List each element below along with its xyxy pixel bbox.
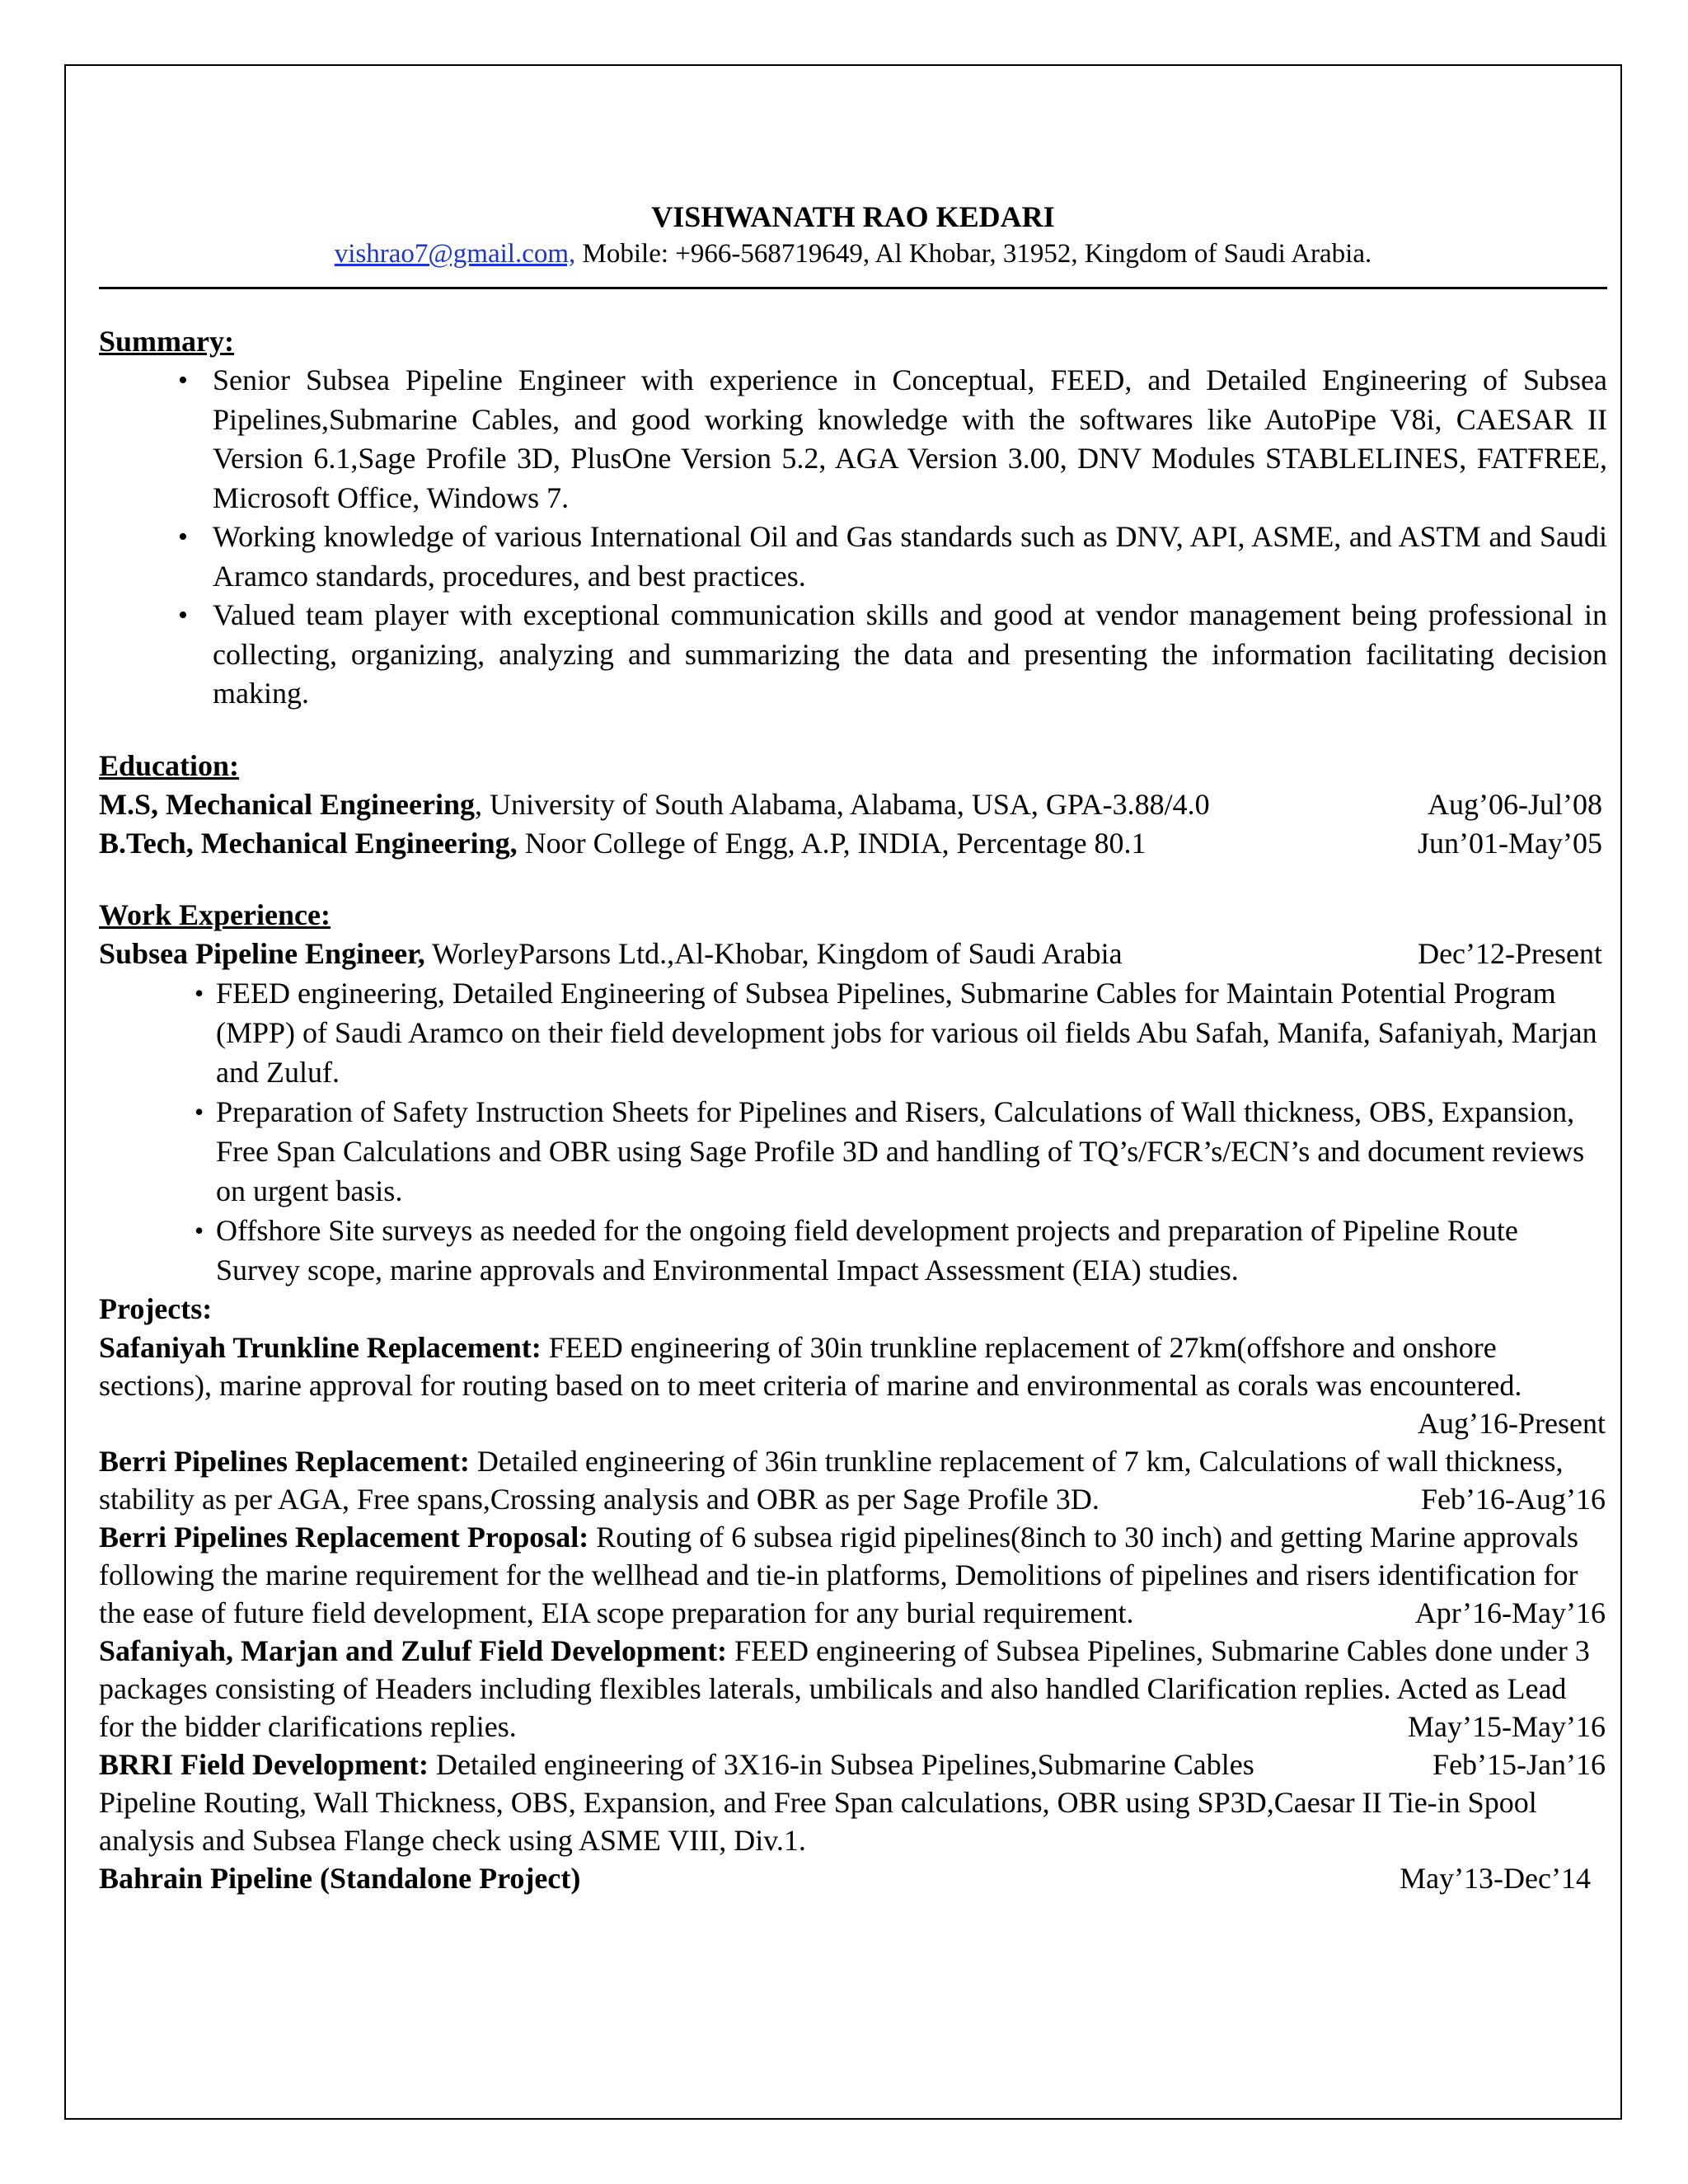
- project-text: Detailed engineering of 36in trunkline replacement of 7 km, Calculations of wall thickness, stability as per AGA, Free spans,Crossing analysis and OBR as per Sage Profile 3D.: [99, 1444, 1564, 1516]
- project-title: Berri Pipelines Replacement Proposal:: [99, 1520, 589, 1554]
- work-role: Subsea Pipeline Engineer,: [99, 936, 425, 970]
- education-dates: Jun’01-May’05: [1418, 826, 1602, 860]
- work-dates: Dec’12-Present: [1418, 936, 1602, 970]
- work-duties-list: [99, 973, 1607, 1290]
- project-dates: Aug’16-Present: [1418, 1406, 1606, 1440]
- summary-item: • Working knowledge of various International Oil and Gas standards such as DNV, API, ASME, and ASTM and Saudi Aramco standards, procedures, and best practices.: [213, 518, 1607, 596]
- work-duty: • Preparation of Safety Instruction Sheets for Pipelines and Risers, Calculations of Wall thickness, OBS, Expansion, Free Span Calculations and OBR using Sage Profile 3D and handling of TQ’s/FCR’s/ECN’s and document reviews on urgent basis.: [216, 1092, 1607, 1211]
- work-duty: • FEED engineering, Detailed Engineering of Subsea Pipelines, Submarine Cables for Maintain Potential Program (MPP) of Saudi Aramco on their field development jobs for various oil fields Abu Safah, Manifa, Safaniyah, Marjan and Zuluf.: [216, 973, 1607, 1092]
- education-details: Noor College of Engg, A.P, INDIA, Percentage 80.1: [517, 826, 1146, 860]
- education-details: , University of South Alabama, Alabama, USA, GPA-3.88/4.0: [474, 787, 1210, 821]
- project-text: Routing of 6 subsea rigid pipelines(8inch to 30 inch) and getting Marine approvals following the marine requirement for the wellhead and tie-in platforms, Demolitions of pipelines and risers identification for the ease of future field development, EIA scope preparation for any burial requirement.: [99, 1520, 1578, 1629]
- project-dates: Feb’16-Aug’16: [1421, 1482, 1606, 1516]
- project-entry: [99, 1859, 1607, 1898]
- education-degree: B.Tech, Mechanical Engineering,: [99, 826, 518, 860]
- project-entry: [99, 1518, 1607, 1632]
- work-duty: • Offshore Site surveys as needed for the ongoing field development projects and preparation of Pipeline Route Survey scope, marine approvals and Environmental Impact Assessment (EIA) studies.: [216, 1211, 1607, 1290]
- project-text: Detailed engineering of 3X16-in Subsea Pipelines,Submarine Cables: [428, 1747, 1254, 1781]
- project-title: Berri Pipelines Replacement:: [99, 1444, 470, 1478]
- project-title: Safaniyah Trunkline Replacement:: [99, 1330, 542, 1364]
- education-entry: [99, 824, 1607, 863]
- project-entry: [99, 1746, 1607, 1859]
- project-entry: [99, 1632, 1607, 1746]
- summary-list: [99, 361, 1607, 714]
- summary-item: • Valued team player with exceptional communication skills and good at vendor management being professional in collecting, organizing, analyzing and summarizing the data and presenting the information facilitating decision making.: [213, 596, 1607, 714]
- project-title: Bahrain Pipeline (Standalone Project): [99, 1861, 581, 1895]
- work-heading: Work Experience:: [99, 898, 331, 931]
- education-entry: [99, 785, 1607, 824]
- contact-line: [99, 236, 1607, 272]
- project-entry: [99, 1442, 1607, 1518]
- education-heading: Education:: [99, 748, 240, 782]
- header-divider: [99, 287, 1607, 289]
- project-text: FEED engineering of 30in trunkline replacement of 27km(offshore and onshore sections), marine approval for routing based on to meet criteria of marine and environmental as corals was encountered.: [99, 1330, 1522, 1402]
- project-title: Safaniyah, Marjan and Zuluf Field Development:: [99, 1633, 728, 1667]
- project-title: BRRI Field Development:: [99, 1747, 429, 1781]
- summary-heading: Summary:: [99, 325, 234, 358]
- candidate-name: VISHWANATH RAO KEDARI: [651, 200, 1055, 233]
- resume-content: [99, 198, 1607, 1898]
- project-dates: Feb’15-Jan’16: [1432, 1747, 1606, 1781]
- project-entry: [99, 1329, 1607, 1442]
- project-dates: May’15-May’16: [1408, 1709, 1606, 1743]
- email-link[interactable]: vishrao7@gmail.com,: [334, 239, 576, 269]
- education-degree: M.S, Mechanical Engineering: [99, 787, 475, 821]
- summary-item: • Senior Subsea Pipeline Engineer with experience in Conceptual, FEED, and Detailed Engineering of Subsea Pipelines,Submarine Cables, and good working knowledge with the softwares like AutoPipe V8i, CAESAR II Version 6.1,Sage Profile 3D, PlusOne Version 5.2, AGA Version 3.00, DNV Modules STABLELINES, FATFREE, Microsoft Office, Windows 7.: [213, 361, 1607, 518]
- project-dates: Apr’16-May’16: [1414, 1596, 1606, 1629]
- work-company: WorleyParsons Ltd.,Al-Khobar, Kingdom of Saudi Arabia: [424, 936, 1123, 970]
- work-role-row: [99, 935, 1607, 973]
- contact-details: Mobile: +966-568719649, Al Khobar, 31952, Kingdom of Saudi Arabia.: [575, 239, 1372, 269]
- education-dates: Aug’06-Jul’08: [1428, 787, 1602, 821]
- projects-heading: Projects:: [99, 1291, 213, 1325]
- project-text: Pipeline Routing, Wall Thickness, OBS, Expansion, and Free Span calculations, OBR using SP3D,Caesar II Tie-in Spool analysis and Subsea Flange check using ASME VIII, Div.1.: [99, 1785, 1537, 1857]
- project-dates: May’13-Dec’14: [1400, 1861, 1591, 1895]
- project-text: FEED engineering of Subsea Pipelines, Submarine Cables done under 3 packages consisting of Headers including flexibles laterals, umbilicals and also handled Clarification replies. Acted as Lead for the bidder clarifications replies.: [99, 1633, 1590, 1743]
